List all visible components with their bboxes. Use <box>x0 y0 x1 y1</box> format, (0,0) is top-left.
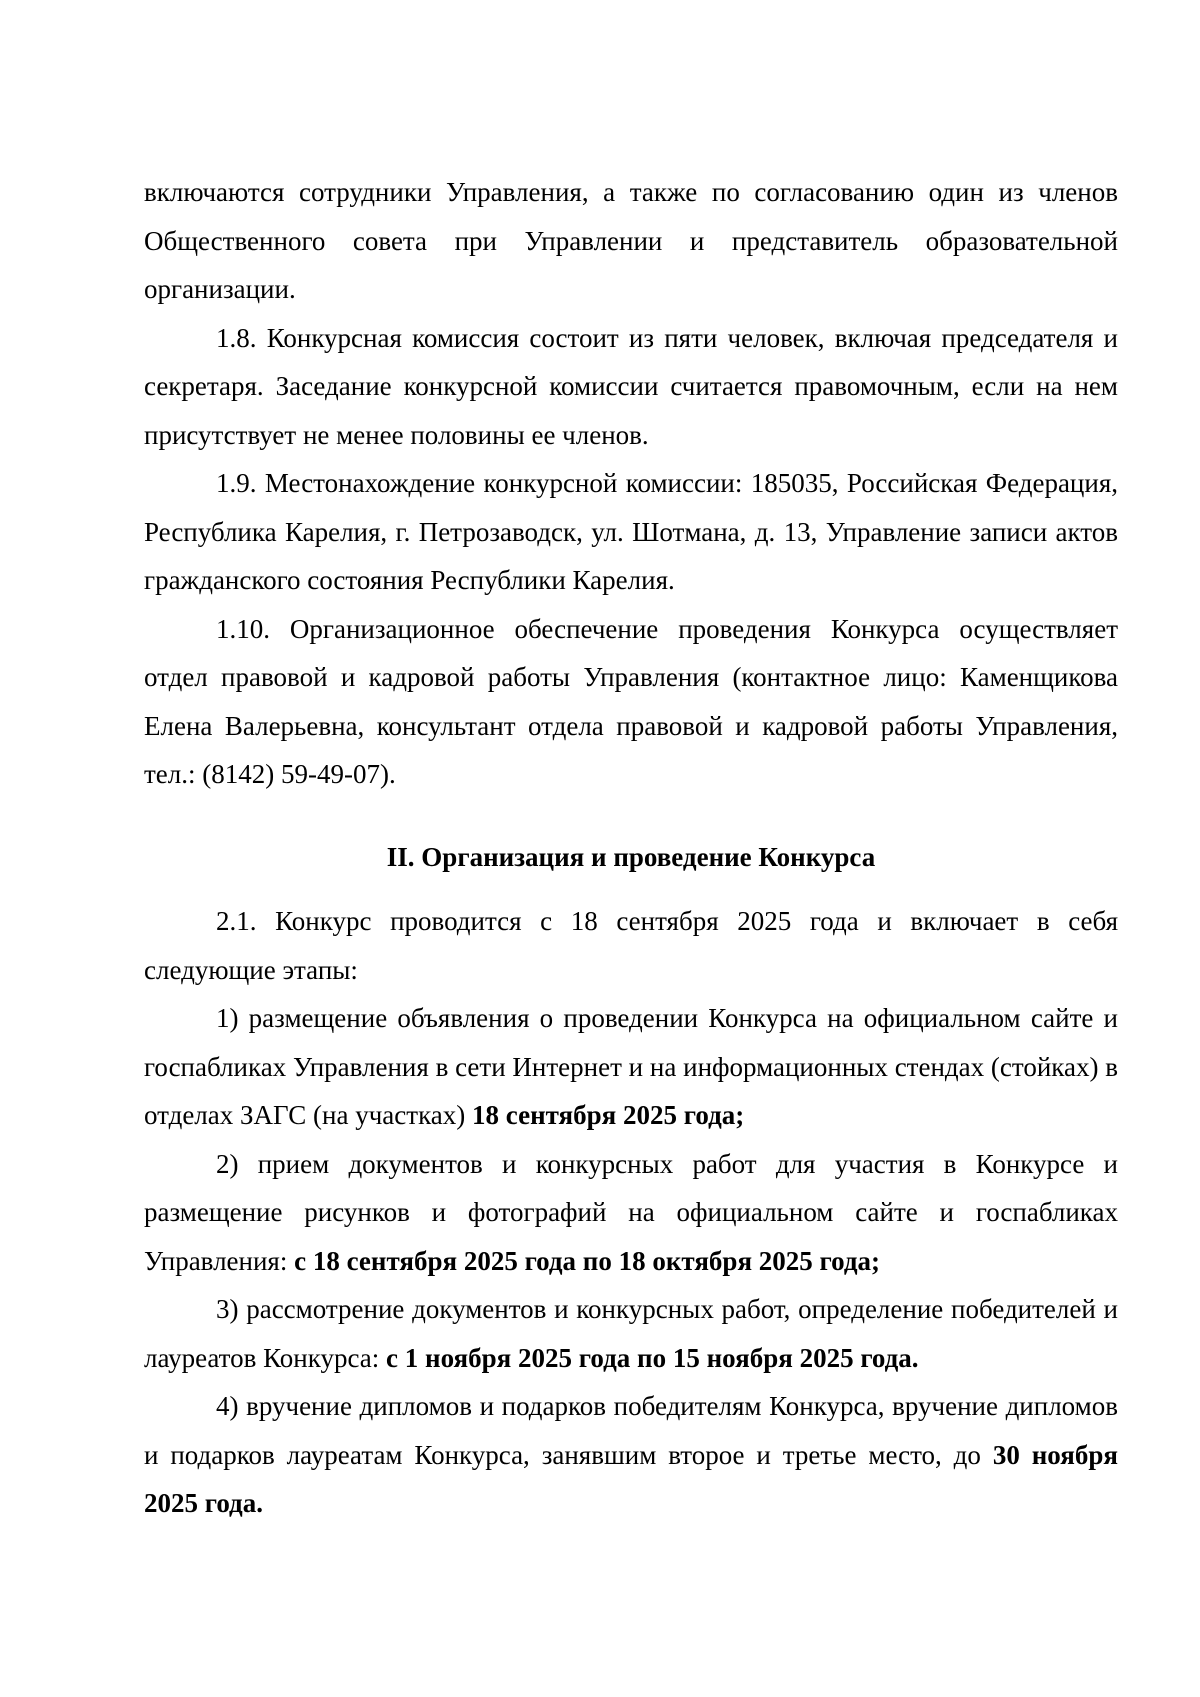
stage-text: 2) прием документов и конкурсных работ для участия в Конкурсе и размещение рисунков и фотографий на официальном сайте и госпабликах Управления: <box>144 1148 1118 1276</box>
paragraph-intro: включаются сотрудники Управления, а также по согласованию один из членов Общественного совета при Управлении и представитель образовательной организации. <box>144 177 1118 304</box>
stage-text: 3) рассмотрение документов и конкурсных работ, определение победителей и лауреатов Конкурса: <box>144 1294 1118 1373</box>
stage-item <box>144 1285 1118 1382</box>
paragraph-1-8: 1.8. Конкурсная комиссия состоит из пяти человек, включая председателя и секретаря. Заседание конкурсной комиссии считается правомочным, если на нем присутствует не менее половины ее членов. <box>144 322 1118 450</box>
stage-text: 4) вручение дипломов и подарков победителям Конкурса, вручение дипломов и подарков лауреатам Конкурса, занявшим второе и третье место, до <box>144 1391 1118 1470</box>
stage-text: 1) размещение объявления о проведении Конкурса на официальном сайте и госпабликах Управления в сети Интернет и на информационных стендах (стойках) в отделах ЗАГС (на участках) <box>144 1003 1118 1130</box>
paragraph-1-9: 1.9. Местонахождение конкурсной комиссии: 185035, Российская Федерация, Республика Карелия, г. Петрозаводск, ул. Шотмана, д. 13, Управление записи актов гражданского состояния Республики Карелия. <box>144 468 1118 595</box>
stage-date: 30 ноября 2025 года. <box>144 1439 1118 1518</box>
stage-item <box>144 1382 1118 1528</box>
stage-date: 18 сентября 2025 года; <box>472 1100 745 1130</box>
stage-item <box>144 1140 1118 1286</box>
paragraph-1-10: 1.10. Организационное обеспечение проведения Конкурса осуществляет отдел правовой и кадровой работы Управления (контактное лицо: Каменщикова Елена Валерьевна, консультант отдела правовой и кадровой работы Управления, тел.: (8142) 59-49-07). <box>144 613 1118 789</box>
stage-date: с 1 ноября 2025 года по 15 ноября 2025 года. <box>386 1342 919 1373</box>
paragraph-2-1: 2.1. Конкурс проводится с 18 сентября 2025 года и включает в себя следующие этапы: <box>144 906 1118 985</box>
stage-date: с 18 сентября 2025 года по 18 октября 2025 года; <box>294 1245 881 1276</box>
stage-item <box>144 994 1118 1140</box>
section-heading: II. Организация и проведение Конкурса <box>386 841 876 872</box>
document-page <box>144 168 1118 1528</box>
